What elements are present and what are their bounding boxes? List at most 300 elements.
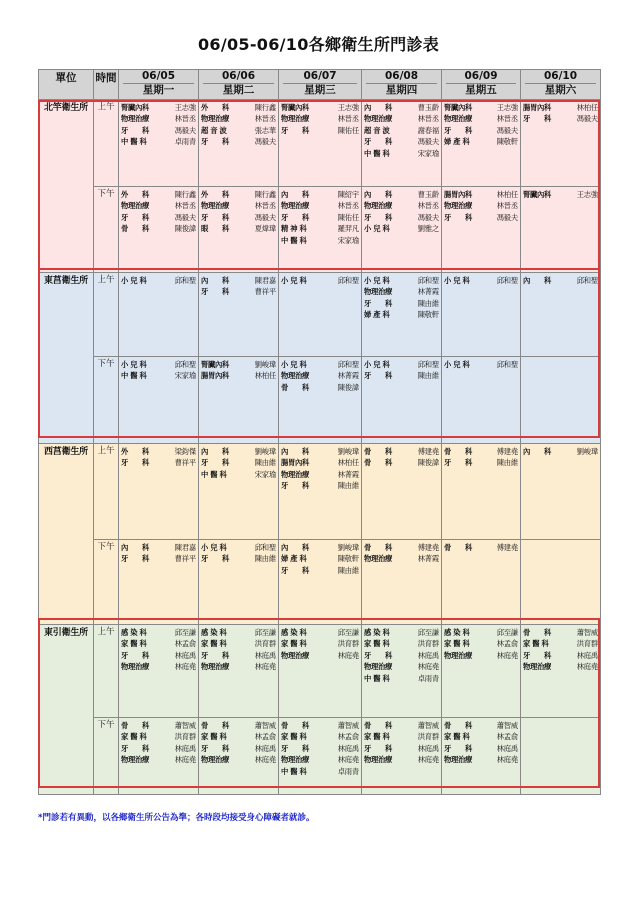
department: 物理治療 <box>523 662 551 672</box>
clinic-entry <box>444 720 518 731</box>
doctor-name: 邱和聖 <box>174 360 196 369</box>
clinic-entry <box>201 469 276 480</box>
schedule-cell <box>442 187 521 273</box>
doctor-name: 林晉丞 <box>254 201 276 211</box>
doctor-name: 林庭堯 <box>417 662 439 672</box>
department: 家 醫 科 <box>281 639 307 649</box>
schedule-cell <box>442 718 521 795</box>
schedule-cell <box>362 718 442 795</box>
doctor-name: 洪育群 <box>576 639 598 649</box>
department: 物理治療 <box>281 650 309 660</box>
clinic-entry <box>281 731 359 742</box>
clinic-entry <box>523 638 598 649</box>
clinic-entry <box>121 638 196 649</box>
department: 內 科 <box>281 543 309 552</box>
clinic-entry <box>201 212 276 223</box>
session-label: 下午 <box>94 187 119 273</box>
department: 小 兒 科 <box>364 360 390 369</box>
department: 骨 科 <box>444 721 472 730</box>
doctor-name: 陳行鑫 <box>174 190 196 199</box>
clinic-entry <box>121 189 196 200</box>
doctor-name: 馮毅夫 <box>254 212 276 222</box>
department: 牙 科 <box>364 371 392 381</box>
department: 家 醫 科 <box>523 639 549 649</box>
department: 牙 科 <box>121 554 149 564</box>
department: 牙 科 <box>281 125 309 135</box>
header-day <box>279 70 362 100</box>
clinic-entry <box>201 200 276 211</box>
schedule-cell <box>442 625 521 718</box>
doctor-name: 卓雨青 <box>337 766 359 776</box>
clinic-entry <box>281 480 359 491</box>
department: 感 染 科 <box>444 628 470 637</box>
clinic-entry <box>281 720 359 731</box>
doctor-name: 林庭堯 <box>337 755 359 765</box>
clinic-entry <box>281 382 359 393</box>
doctor-name: 邱和聖 <box>337 360 359 369</box>
department: 內 科 <box>201 447 229 456</box>
doctor-name: 傅建堯 <box>417 543 439 552</box>
clinic-entry <box>364 113 439 124</box>
clinic-entry <box>444 200 518 211</box>
clinic-entry <box>364 223 439 234</box>
clinic-entry <box>121 720 196 731</box>
clinic-entry <box>201 223 276 234</box>
clinic-entry <box>201 650 276 661</box>
doctor-name: 陳由維 <box>254 458 276 468</box>
clinic-entry <box>364 298 439 309</box>
clinic-entry <box>121 754 196 765</box>
clinic-entry <box>523 446 598 457</box>
department: 物理治療 <box>364 755 392 765</box>
doctor-name: 林晉丞 <box>496 114 518 124</box>
doctor-name: 洪育群 <box>417 732 439 742</box>
clinic-entry <box>121 136 196 147</box>
department: 家 醫 科 <box>444 639 470 649</box>
clinic-entry <box>121 743 196 754</box>
session-label: 下午 <box>94 540 119 625</box>
doctor-name: 陳俊諱 <box>417 458 439 468</box>
clinic-entry <box>201 446 276 457</box>
doctor-name: 林庭禹 <box>174 650 196 660</box>
doctor-name: 馮毅夫 <box>174 125 196 135</box>
department: 小 兒 科 <box>281 360 307 369</box>
department: 眼 科 <box>201 224 229 234</box>
doctor-name: 傅建堯 <box>496 543 518 552</box>
department: 家 醫 科 <box>201 639 227 649</box>
department: 牙 科 <box>281 565 309 575</box>
header-day <box>442 70 521 100</box>
department: 感 染 科 <box>121 628 147 637</box>
doctor-name: 邱至謙 <box>174 628 196 637</box>
department: 物理治療 <box>444 114 472 124</box>
clinic-entry <box>523 102 598 113</box>
doctor-name: 林庭禹 <box>496 743 518 753</box>
department: 牙 科 <box>201 212 229 222</box>
doctor-name: 陳敬軒 <box>337 554 359 564</box>
department: 物理治療 <box>364 287 392 297</box>
doctor-name: 陳由維 <box>417 371 439 381</box>
department: 牙 科 <box>121 125 149 135</box>
clinic-entry <box>281 102 359 113</box>
clinic-entry <box>121 359 196 370</box>
schedule-cell <box>119 625 199 718</box>
clinic-entry <box>121 275 196 286</box>
header-row <box>39 70 601 100</box>
clinic-entry <box>364 743 439 754</box>
schedule-cell <box>442 100 521 187</box>
department: 牙 科 <box>523 650 551 660</box>
clinic-entry <box>121 553 196 564</box>
schedule-cell <box>521 357 601 444</box>
clinic-entry <box>444 189 518 200</box>
department: 牙 科 <box>201 554 229 564</box>
schedule-cell <box>199 625 279 718</box>
doctor-name: 陳由維 <box>254 554 276 564</box>
department: 內 科 <box>281 190 309 199</box>
department: 家 醫 科 <box>364 732 390 742</box>
department: 內 科 <box>364 103 392 112</box>
department: 外 科 <box>201 103 229 112</box>
doctor-name: 劉峻瑋 <box>254 360 276 369</box>
department: 牙 科 <box>364 298 392 308</box>
clinic-entry <box>281 565 359 576</box>
doctor-name: 陳俊諱 <box>174 224 196 234</box>
department: 感 染 科 <box>364 628 390 637</box>
clinic-entry <box>444 275 518 286</box>
clinic-entry <box>281 189 359 200</box>
clinic-entry <box>364 553 439 564</box>
doctor-name: 謝春福 <box>417 125 439 135</box>
clinic-entry <box>121 542 196 553</box>
department: 小 兒 科 <box>201 543 227 552</box>
clinic-entry <box>364 212 439 223</box>
doctor-name: 陳行鑫 <box>254 103 276 112</box>
clinic-entry <box>364 148 439 159</box>
doctor-name: 王志強 <box>576 190 598 199</box>
schedule-cell <box>521 444 601 540</box>
doctor-name: 洪育群 <box>174 732 196 742</box>
department: 內 科 <box>364 190 392 199</box>
clinic-entry <box>201 102 276 113</box>
department: 物理治療 <box>121 755 149 765</box>
doctor-name: 林晉丞 <box>496 201 518 211</box>
clinic-entry <box>364 638 439 649</box>
schedule-cell <box>521 540 601 625</box>
doctor-name: 林庭禹 <box>337 743 359 753</box>
schedule-cell <box>442 273 521 357</box>
department: 牙 科 <box>121 458 149 468</box>
schedule-cell <box>199 100 279 187</box>
doctor-name: 宋家瑜 <box>254 469 276 479</box>
clinic-entry <box>444 212 518 223</box>
doctor-name: 曹祥平 <box>254 287 276 297</box>
department: 骨 科 <box>444 543 472 552</box>
department: 婦 產 科 <box>444 137 470 147</box>
doctor-name: 林柏任 <box>496 190 518 199</box>
doctor-name: 蕭智威 <box>254 721 276 730</box>
clinic-entry <box>523 275 598 286</box>
clinic-entry <box>444 627 518 638</box>
clinic-entry <box>364 542 439 553</box>
doctor-name: 邱和聖 <box>174 276 196 285</box>
doctor-name: 馮毅夫 <box>254 137 276 147</box>
doctor-name: 陳由維 <box>496 458 518 468</box>
department: 小 兒 科 <box>121 276 147 285</box>
schedule-cell <box>362 540 442 625</box>
doctor-name: 陳紹宇 <box>337 190 359 199</box>
clinic-entry <box>444 457 518 468</box>
doctor-name: 傅建堯 <box>417 447 439 456</box>
department: 腎臟內科 <box>281 103 309 112</box>
doctor-name: 洪育群 <box>337 639 359 649</box>
doctor-name: 曹玉齡 <box>417 190 439 199</box>
doctor-name: 陳由維 <box>337 481 359 491</box>
schedule-cell <box>442 540 521 625</box>
doctor-name: 林孟俞 <box>254 732 276 742</box>
doctor-name: 林庭堯 <box>174 662 196 672</box>
clinic-entry <box>201 720 276 731</box>
doctor-name: 羅羿凡 <box>337 224 359 234</box>
schedule-row <box>39 625 601 718</box>
clinic-entry <box>281 359 359 370</box>
doctor-name: 邱和聖 <box>254 543 276 552</box>
clinic-entry <box>201 754 276 765</box>
department: 外 科 <box>121 190 149 199</box>
department: 骨 科 <box>364 458 392 468</box>
schedule-cell <box>362 357 442 444</box>
doctor-name: 林庭堯 <box>174 755 196 765</box>
clinic-entry <box>364 731 439 742</box>
doctor-name: 陳由維 <box>417 298 439 308</box>
clinic-entry <box>364 189 439 200</box>
department: 感 染 科 <box>201 628 227 637</box>
department: 牙 科 <box>364 212 392 222</box>
unit-name: 北竿衛生所 <box>39 100 94 273</box>
session-label: 下午 <box>94 718 119 795</box>
clinic-entry <box>201 359 276 370</box>
department: 腎臟內科 <box>523 190 551 199</box>
schedule-row <box>39 540 601 625</box>
department: 物理治療 <box>201 662 229 672</box>
clinic-entry <box>281 223 359 234</box>
clinic-entry <box>523 113 598 124</box>
department: 骨 科 <box>121 721 149 730</box>
schedule-cell <box>442 357 521 444</box>
doctor-name: 蕭智威 <box>337 721 359 730</box>
department: 骨 科 <box>281 721 309 730</box>
department: 家 醫 科 <box>121 639 147 649</box>
doctor-name: 林庭堯 <box>254 662 276 672</box>
header-day <box>119 70 199 100</box>
doctor-name: 林晉丞 <box>337 114 359 124</box>
department: 婦 產 科 <box>364 310 390 320</box>
doctor-name: 張志華 <box>254 125 276 135</box>
doctor-name: 邱至謙 <box>337 628 359 637</box>
clinic-entry <box>364 457 439 468</box>
schedule-row <box>39 187 601 273</box>
department: 家 醫 科 <box>444 732 470 742</box>
department: 腸胃內科 <box>444 190 472 199</box>
department: 小 兒 科 <box>364 276 390 285</box>
clinic-entry <box>281 370 359 381</box>
clinic-entry <box>281 275 359 286</box>
clinic-entry <box>121 125 196 136</box>
department: 中 醫 科 <box>281 766 307 776</box>
day-date: 06/09 <box>464 70 498 82</box>
schedule-cell <box>521 100 601 187</box>
department: 骨 科 <box>281 382 309 392</box>
clinic-entry <box>281 446 359 457</box>
department: 骨 科 <box>364 721 392 730</box>
department: 牙 科 <box>444 458 472 468</box>
footnote: *門診若有異動，以各鄉衛生所公告為準；各時段均接受身心障礙者就診。 <box>38 813 315 823</box>
clinic-entry <box>364 754 439 765</box>
day-date: 06/08 <box>384 70 419 82</box>
doctor-name: 王志強 <box>337 103 359 112</box>
doctor-name: 劉峻瑋 <box>337 543 359 552</box>
day-weekday: 星期四 <box>366 83 437 97</box>
clinic-schedule-table <box>38 69 601 795</box>
department: 牙 科 <box>201 743 229 753</box>
clinic-entry <box>201 286 276 297</box>
clinic-entry <box>281 743 359 754</box>
schedule-cell <box>521 718 601 795</box>
department: 中 醫 科 <box>281 235 307 245</box>
department: 牙 科 <box>281 212 309 222</box>
clinic-entry <box>121 102 196 113</box>
clinic-entry <box>201 113 276 124</box>
unit-name: 西莒衛生所 <box>39 444 94 625</box>
doctor-name: 邱至謙 <box>496 628 518 637</box>
doctor-name: 王志強 <box>174 103 196 112</box>
department: 骨 科 <box>444 447 472 456</box>
doctor-name: 陳佑任 <box>337 212 359 222</box>
clinic-entry <box>523 661 598 672</box>
doctor-name: 宋家瑜 <box>337 235 359 245</box>
doctor-name: 林孟俞 <box>174 639 196 649</box>
doctor-name: 林柏任 <box>576 103 598 112</box>
schedule-cell <box>362 187 442 273</box>
department: 內 科 <box>281 447 309 456</box>
doctor-name: 林晉丞 <box>174 201 196 211</box>
doctor-name: 劉峻瑋 <box>337 447 359 456</box>
doctor-name: 宋家瑜 <box>417 148 439 158</box>
department: 中 醫 科 <box>364 673 390 683</box>
clinic-entry <box>281 125 359 136</box>
department: 物理治療 <box>364 114 392 124</box>
doctor-name: 邱和聖 <box>576 276 598 285</box>
clinic-entry <box>121 627 196 638</box>
doctor-name: 馮毅夫 <box>496 125 518 135</box>
clinic-entry <box>444 743 518 754</box>
clinic-entry <box>121 457 196 468</box>
doctor-name: 林晉丞 <box>174 114 196 124</box>
department: 物理治療 <box>444 201 472 211</box>
department: 牙 科 <box>364 137 392 147</box>
schedule-cell <box>199 718 279 795</box>
schedule-cell <box>279 273 362 357</box>
clinic-entry <box>364 650 439 661</box>
department: 物理治療 <box>281 371 309 381</box>
schedule-body <box>39 100 601 795</box>
clinic-entry <box>444 754 518 765</box>
doctor-name: 林菁霞 <box>337 469 359 479</box>
department: 物理治療 <box>201 114 229 124</box>
unit-name: 東引衛生所 <box>39 625 94 795</box>
clinic-entry <box>201 189 276 200</box>
schedule-cell <box>119 540 199 625</box>
clinic-entry <box>364 661 439 672</box>
schedule-cell <box>279 444 362 540</box>
clinic-entry <box>121 650 196 661</box>
department: 牙 科 <box>444 743 472 753</box>
doctor-name: 蕭智威 <box>576 628 598 637</box>
day-weekday: 星期二 <box>203 83 274 97</box>
doctor-name: 曹玉齡 <box>417 103 439 112</box>
doctor-name: 劉雅之 <box>417 224 439 234</box>
session-label: 上午 <box>94 100 119 187</box>
clinic-entry <box>201 370 276 381</box>
doctor-name: 蕭智威 <box>417 721 439 730</box>
day-weekday: 星期一 <box>123 83 194 97</box>
department: 家 醫 科 <box>281 732 307 742</box>
department: 牙 科 <box>523 114 551 124</box>
schedule-cell <box>119 100 199 187</box>
doctor-name: 洪育群 <box>417 639 439 649</box>
department: 內 科 <box>121 543 149 552</box>
doctor-name: 林晉丞 <box>417 201 439 211</box>
doctor-name: 林晉丞 <box>417 114 439 124</box>
doctor-name: 林庭堯 <box>576 662 598 672</box>
clinic-entry <box>523 189 598 200</box>
doctor-name: 陳俊諱 <box>337 382 359 392</box>
department: 腸胃內科 <box>201 371 229 381</box>
department: 外 科 <box>201 190 229 199</box>
schedule-cell <box>362 100 442 187</box>
department: 中 醫 科 <box>364 148 390 158</box>
clinic-entry <box>444 136 518 147</box>
clinic-entry <box>364 275 439 286</box>
clinic-entry <box>281 212 359 223</box>
department: 牙 科 <box>281 743 309 753</box>
department: 物理治療 <box>364 201 392 211</box>
clinic-entry <box>281 200 359 211</box>
doctor-name: 卓雨青 <box>417 673 439 683</box>
department: 物理治療 <box>121 114 149 124</box>
doctor-name: 林庭堯 <box>254 755 276 765</box>
doctor-name: 林菁霞 <box>417 287 439 297</box>
department: 物理治療 <box>281 201 309 211</box>
doctor-name: 林孟俞 <box>337 732 359 742</box>
clinic-entry <box>121 731 196 742</box>
day-weekday: 星期五 <box>446 83 516 97</box>
doctor-name: 陳君嘉 <box>254 276 276 285</box>
doctor-name: 邱和聖 <box>417 276 439 285</box>
clinic-entry <box>201 638 276 649</box>
clinic-entry <box>364 309 439 320</box>
clinic-entry <box>281 457 359 468</box>
schedule-cell <box>362 444 442 540</box>
clinic-entry <box>121 661 196 672</box>
doctor-name: 林柏任 <box>337 458 359 468</box>
department: 腎臟內科 <box>121 103 149 112</box>
doctor-name: 蕭智威 <box>174 721 196 730</box>
clinic-entry <box>523 650 598 661</box>
doctor-name: 宋家瑜 <box>174 371 196 381</box>
clinic-entry <box>281 638 359 649</box>
department: 內 科 <box>201 276 229 285</box>
